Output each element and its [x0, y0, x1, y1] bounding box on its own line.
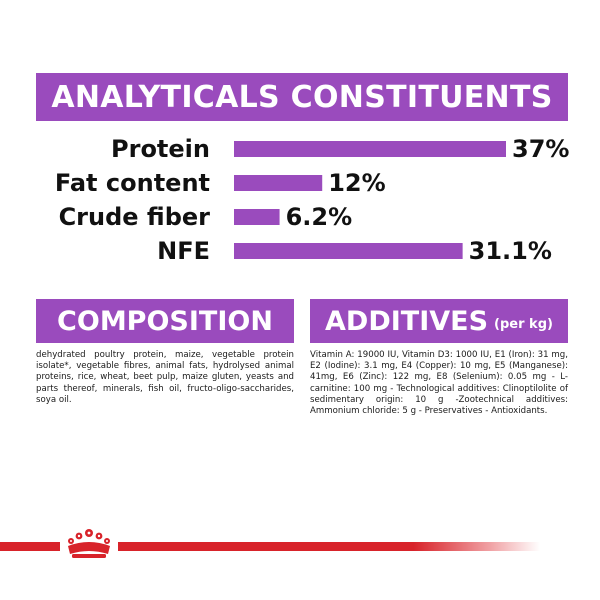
footer-red-line-right: [118, 542, 540, 551]
nutrient-bar: [234, 243, 463, 259]
crown-icon: [62, 526, 116, 560]
nutrient-value-label: 31.1%: [468, 237, 552, 265]
nutrient-value-label: 6.2%: [285, 203, 353, 231]
analytical-constituents-title: ANALYTICALS CONSTITUENTS: [51, 79, 553, 115]
additives-text: Vitamin A: 19000 IU, Vitamin D3: 1000 IU, E1 (Iron): 31 mg, E2 (Iodine): 3.1 mg, E4 (Copper): 10 mg, E5 (Manganese): 41mg, E6 (Zinc): 122 mg, E8 (Selenium): 0.05 mg - L- carnitine: 100 mg - Technological additives: Clinoptilolite of sedimentary origin: 10 g -Zootechnical additives: Ammonium chloride: 5 g - Preservatives - Antioxidants.: [310, 350, 568, 417]
nutrient-bar: [234, 141, 506, 157]
nutrient-label: Protein: [111, 135, 210, 163]
nutrient-value-label: 12%: [328, 169, 386, 197]
additives-banner: [310, 299, 568, 343]
composition-text: dehydrated poultry protein, maize, vegetable protein isolate*, vegetable fibres, animal fats, hydrolysed animal proteins, rice, wheat, beet pulp, maize gluten, yeasts and parts thereof, minerals, fish oil, fructo-oligo-saccharides, soya oil.: [36, 350, 294, 405]
nutrient-label: Crude fiber: [58, 203, 210, 231]
footer-red-line-left: [0, 542, 60, 551]
nutrient-bar: [234, 209, 280, 225]
nutrient-value-label: 37%: [512, 135, 570, 163]
nutrient-label: NFE: [157, 237, 210, 265]
nutrient-bar-chart: [0, 125, 600, 275]
composition-title: COMPOSITION: [57, 305, 273, 337]
nutrient-label: Fat content: [54, 169, 210, 197]
additives-title: ADDITIVES: [325, 305, 489, 337]
additives-unit: (per kg): [494, 316, 553, 332]
nutrient-bar: [234, 175, 322, 191]
analytical-constituents-banner: [36, 73, 568, 121]
composition-banner: [36, 299, 294, 343]
